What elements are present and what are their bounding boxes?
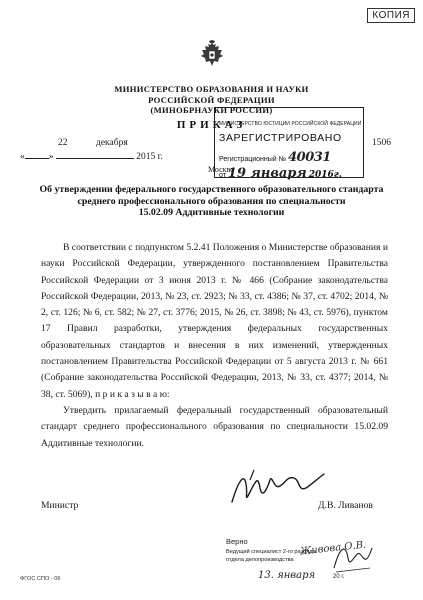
order-body <box>41 240 388 452</box>
ministry-line-1: МИНИСТЕРСТВО ОБРАЗОВАНИЯ И НАУКИ <box>114 84 309 94</box>
registration-year: 2016г. <box>308 170 342 180</box>
certification-position: Ведущий специалист 2-го разряда <box>226 549 316 555</box>
registration-org: МИНИСТЕРСТВО ЮСТИЦИИ РОССИЙСКОЙ ФЕДЕРАЦИИ <box>219 121 362 127</box>
certification-year: 20 г. <box>333 574 345 580</box>
certification-hand-name: Живова О.В. <box>299 539 367 558</box>
footer-code: ФГОС СПО - 06 <box>20 576 61 582</box>
order-year: 2015 г. <box>136 152 163 162</box>
order-date-blanks <box>20 152 220 162</box>
ministry-line-2: РОССИЙСКОЙ ФЕДЕРАЦИИ <box>148 94 275 105</box>
order-city: Москва <box>208 165 234 174</box>
copy-stamp: КОПИЯ <box>367 8 415 23</box>
registration-status: ЗАРЕГИСТРИРОВАНО <box>219 132 342 144</box>
title-line-2: среднего профессионального образования по специальности <box>77 195 346 207</box>
day-blank <box>25 158 49 159</box>
coat-of-arms-icon <box>199 40 225 70</box>
signatory-name: Д.В. Ливанов <box>318 500 373 511</box>
order-month: декабря <box>96 138 128 148</box>
certification-date: 13. января <box>258 570 316 581</box>
minister-signature <box>228 462 328 512</box>
order-heading: ПРИКАЗ <box>176 119 247 131</box>
month-blank <box>56 158 134 159</box>
certification-department: отдела делопроизводства <box>226 557 294 563</box>
certification-verno: Верно <box>226 537 248 546</box>
registration-number-label: Регистрационный № <box>219 156 287 163</box>
order-day: 22 <box>58 138 68 148</box>
registration-number: 40031 <box>288 150 331 165</box>
body-paragraph-2: Утвердить прилагаемый федеральный государственный образовательный стандарт среднего профессионального образования по специальности 15.02.09 Аддитивные технологии. <box>41 404 388 449</box>
ministry-line-3: (МИНОБРНАУКИ РОССИИ) <box>150 105 273 115</box>
order-title <box>30 184 393 219</box>
body-paragraph-1: В соответствии с подпунктом 5.2.41 Положения о Министерстве образования и науки Российской Федерации, утвержденного постановлением Правительства Российской Федерации от 3 июня 2013 г. № 466 (Собрание законодательства Российской Федерации, 2013, № 23, ст. 2923; № 33, ст. 4386; № 37, ст. 4702; 2014, № 2, ст. 126; № 6, ст. 582; № 27, ст. 3776; 2015, № 26, ст. 3898; № 43, ст. 5976), пунктом 17 Правил разработки, утверждения федеральных государственных образовательных стандартов и внесения в них изменений, утвержденных постановлением Правительства Российской Федерации от 5 августа 2013 г. № 661 (Собрание законодательства Российской Федерации, 2013, № 33, ст. 4377; 2014, № 38, ст. 5069), п р и к а з ы в а ю: <box>41 242 388 400</box>
registration-date: 19 января <box>227 166 307 181</box>
certification-signature <box>330 540 375 576</box>
title-line-1: Об утверждении федерального государственного образовательного стандарта <box>39 184 384 195</box>
registration-date-line <box>219 166 342 181</box>
signatory-position: Министр <box>41 500 79 511</box>
registration-date-prefix: от <box>219 172 226 179</box>
open-quote: « <box>20 152 25 162</box>
close-quote: » <box>48 152 54 162</box>
order-number: 1506 <box>372 138 391 148</box>
title-line-3: 15.02.09 Аддитивные технологии <box>138 207 285 218</box>
